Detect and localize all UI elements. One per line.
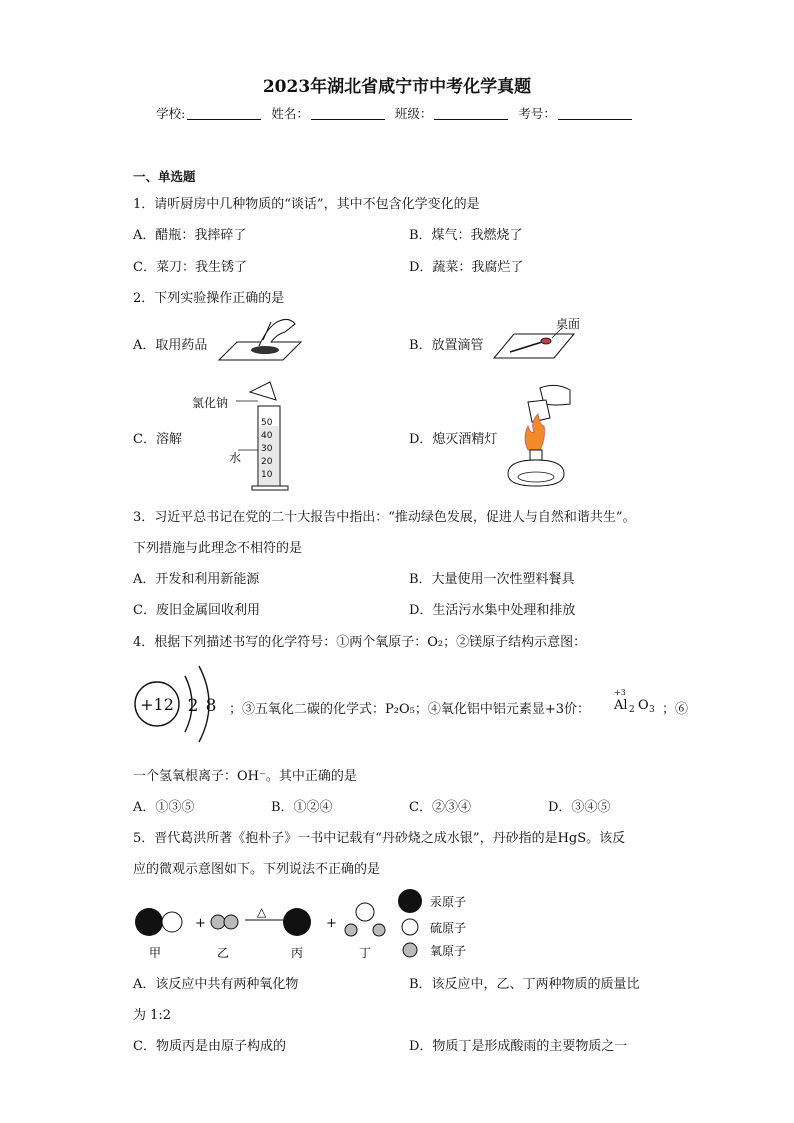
- section-heading: 一、单选题: [133, 169, 196, 184]
- alcohol-lamp-illustration: [500, 382, 580, 492]
- q5-stem-line2: 应的微观示意图如下。下列说法不正确的是: [133, 862, 381, 877]
- product-ding: [345, 903, 385, 936]
- cylinder-tick-40: 40: [261, 431, 273, 441]
- desk-label: 桌面: [556, 317, 581, 331]
- school-label: 学校:: [156, 106, 186, 121]
- magnesium-atom-structure-diagram: [133, 662, 233, 748]
- o-symbol: O: [638, 698, 649, 713]
- graduated-cylinder-illustration: [236, 380, 296, 492]
- q4-diagram-continuation: ；③五氧化二碳的化学式：P₂O₅；④氧化铝中铝元素显+3价：: [229, 702, 590, 717]
- sodium-chloride-label: 氯化钠: [192, 396, 229, 410]
- q1-option-c[interactable]: C．菜刀：我生锈了: [133, 260, 247, 275]
- q4-stem-line1: 4．根据下列描述书写的化学符号：①两个氧原子：O₂；②镁原子结构示意图：: [133, 635, 587, 650]
- exam-number-label: 考号：: [518, 106, 556, 121]
- q5-option-c[interactable]: C．物质丙是由原子构成的: [133, 1039, 286, 1054]
- q2-stem: 2．下列实验操作正确的是: [133, 291, 285, 306]
- q3-option-d[interactable]: D．生活污水集中处理和排放: [409, 603, 576, 618]
- q2-option-b[interactable]: B．放置滴管: [409, 338, 484, 353]
- reactant-yi: [211, 915, 238, 929]
- water-label: 水: [229, 451, 242, 465]
- q4-option-b[interactable]: B．①②④: [271, 800, 333, 815]
- cylinder-tick-20: 20: [261, 457, 273, 467]
- label-yi: 乙: [216, 946, 230, 960]
- name-field[interactable]: [311, 107, 385, 120]
- q5-option-b[interactable]: B．该反应中，乙、丁两种物质的质量比: [409, 977, 640, 992]
- q5-stem-line1: 5．晋代葛洪所著《抱朴子》一书中记载有“丹砂烧之成水银”，丹砂指的是HgS。该反: [133, 831, 626, 846]
- q4-line-tail: ；⑥: [662, 702, 689, 717]
- legend-oxygen: 氧原子: [430, 944, 467, 958]
- school-field[interactable]: [187, 107, 261, 120]
- label-jia: 甲: [148, 946, 162, 960]
- q4-option-c[interactable]: C．②③④: [409, 800, 471, 815]
- atom-legend: [396, 884, 496, 964]
- product-bing: [283, 908, 311, 936]
- sulfur-atom-swatch: [402, 919, 418, 935]
- reactant-jia: [135, 908, 182, 936]
- cylinder-tick-10: 10: [261, 470, 273, 480]
- q5-option-d[interactable]: D．物质丁是形成酸雨的主要物质之一: [409, 1039, 628, 1054]
- q4-option-a[interactable]: A．①③⑤: [133, 800, 195, 815]
- plus-sign-1: +: [195, 916, 206, 931]
- o-subscript: 3: [649, 705, 655, 715]
- q4-stem-line2: 一个氢氧根离子：OH⁻。其中正确的是: [133, 769, 357, 784]
- q3-option-c[interactable]: C．废旧金属回收利用: [133, 603, 260, 618]
- name-label: 姓名：: [271, 106, 309, 121]
- dropper-on-desk-illustration: [490, 326, 580, 362]
- q1-option-b[interactable]: B．煤气：我燃烧了: [409, 228, 523, 243]
- cylinder-tick-50: 50: [261, 418, 273, 428]
- label-bing: 丙: [290, 946, 304, 960]
- legend-mercury: 汞原子: [430, 895, 467, 909]
- q3-option-b[interactable]: B．大量使用一次性塑料餐具: [409, 572, 575, 587]
- q5-option-a[interactable]: A．该反应中共有两种氧化物: [133, 977, 299, 992]
- q5-option-b-continued: 为 1:2: [133, 1008, 172, 1023]
- mercury-atom-swatch: [398, 889, 422, 913]
- q1-option-a[interactable]: A．醋瓶：我摔碎了: [133, 228, 247, 243]
- nucleus-charge: +12: [140, 695, 174, 714]
- legend-sulfur: 硫原子: [430, 921, 467, 935]
- label-ding: 丁: [358, 946, 372, 960]
- q2-option-a[interactable]: A．取用药品: [133, 338, 208, 353]
- cylinder-tick-30: 30: [261, 444, 273, 454]
- q1-stem: 1．请听厨房中几种物质的“谈话”，其中不包含化学变化的是: [133, 197, 480, 212]
- class-label: 班级：: [394, 106, 433, 121]
- student-info-line: [0, 104, 794, 122]
- powder-pinch-illustration: [215, 316, 305, 366]
- al-subscript: 2: [629, 705, 635, 715]
- q3-option-a[interactable]: A．开发和利用新能源: [133, 572, 260, 587]
- oxygen-atom-swatch: [403, 943, 417, 957]
- q4-option-d[interactable]: D．③④⑤: [548, 800, 611, 815]
- shell2-electrons: 8: [205, 696, 217, 716]
- shell1-electrons: 2: [187, 696, 199, 716]
- valence-mark: +3: [614, 688, 626, 697]
- plus-sign-2: +: [326, 916, 337, 931]
- q2-option-d[interactable]: D．熄灭酒精灯: [409, 432, 498, 447]
- exam-number-field[interactable]: [558, 107, 632, 120]
- page-title: 2023年湖北省咸宁市中考化学真题: [262, 77, 532, 97]
- q3-stem-line1: 3．习近平总书记在党的二十大报告中指出：“推动绿色发展，促进人与自然和谐共生”。: [133, 510, 636, 525]
- class-field[interactable]: [434, 107, 508, 120]
- q1-option-d[interactable]: D．蔬菜：我腐烂了: [409, 260, 524, 275]
- al-symbol: Al: [614, 698, 628, 713]
- q2-option-c[interactable]: C．溶解: [133, 432, 182, 447]
- q3-stem-line2: 下列措施与此理念不相符的是: [133, 541, 303, 556]
- heating-symbol: △: [257, 905, 267, 919]
